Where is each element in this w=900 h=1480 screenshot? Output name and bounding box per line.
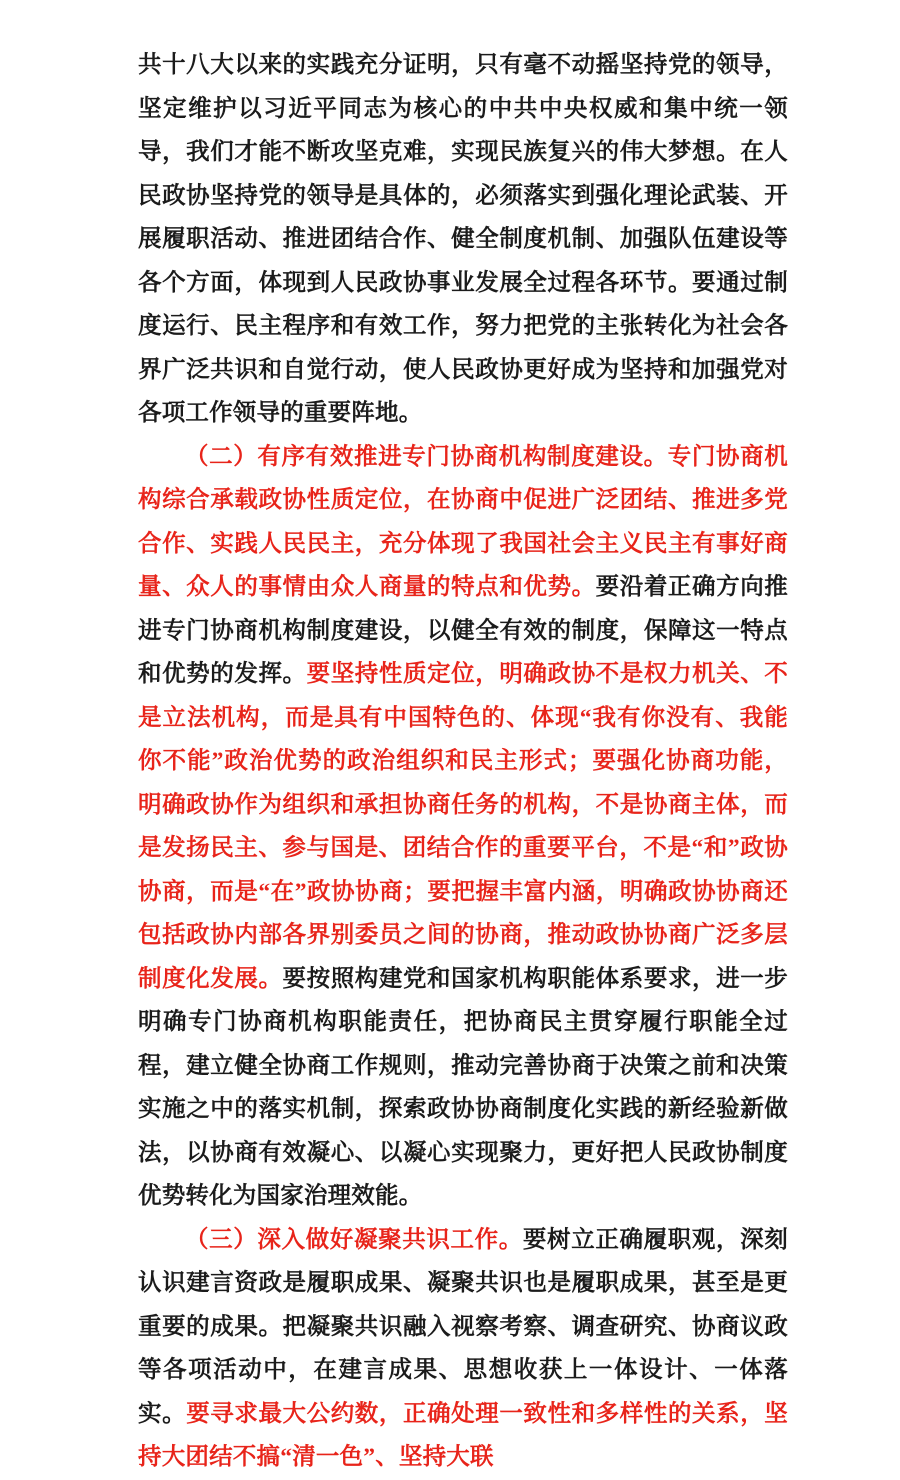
text-run: 共十八大以来的实践充分证明，只有毫不动摇坚持党的领导，坚定维护以习近平同志为核心的中共中央权威和集中统一领导，我们才能不断攻坚克难，实现民族复兴的伟大梦想。在人民政协坚持党的领导是具体的，必须落实到强化理论武装、开展履职活动、推进团结合作、健全制度机制、加强队伍建设等各个方面，体现到人民政协事业发展全过程各环节。要通过制度运行、民主程序和有效工作，努力把党的主张转化为社会各界广泛共识和自觉行动，使人民政协更好成为坚持和加强党对各项工作领导的重要阵地。	[138, 52, 788, 426]
text-run: 要树立正确履职观，深刻认识建言资政是履职成果、凝聚共识也是履职成果，甚至是更重要的成果。把凝聚共识融入视察考察、调查研究、协商议政等各项活动中，在建言成果、思想收获上一体设计、一体落实。	[138, 1226, 788, 1427]
paragraph-two	[138, 436, 788, 1219]
text-run: 要按照构建党和国家机构职能体系要求，进一步明确专门协商机构职能责任，把协商民主贯穿履行职能全过程，建立健全协商工作规则，推动完善协商于决策之前和决策实施之中的落实机制，探索政协协商制度化实践的新经验新做法，以协商有效凝心、以凝心实现聚力，更好把人民政协制度优势转化为国家治理效能。	[138, 965, 788, 1209]
text-run-highlight: 要寻求最大公约数，正确处理一致性和多样性的关系，坚持大团结不搞“清一色”、坚持大联	[138, 1400, 789, 1470]
document-body	[138, 44, 788, 1480]
text-run-highlight: （二）有序有效推进专门协商机构制度建设。专门协商机构综合承载政协性质定位，在协商中促进广泛团结、推进多党合作、实践人民民主，充分体现了我国社会主义民主有事好商量、众人的事情由众人商量的特点和优势。	[138, 443, 788, 600]
paragraph-three	[138, 1219, 788, 1480]
text-run: 要沿着正确方向推进专门协商机构制度建设，以健全有效的制度，保障这一特点和优势的发挥。	[138, 574, 788, 687]
text-run-highlight: 要坚持性质定位，明确政协不是权力机关、不是立法机构，而是具有中国特色的、体现“我有你没有、我能你不能”政治优势的政治组织和民主形式；要强化协商功能，明确政协作为组织和承担协商任务的机构，不是协商主体，而是发扬民主、参与国是、团结合作的重要平台，不是“和”政协协商，而是“在”政协协商；要把握丰富内涵，明确政协协商还包括政协内部各界别委员之间的协商，推动政协协商广泛多层制度化发展。	[138, 661, 789, 992]
paragraph-one	[138, 44, 788, 436]
text-run-highlight: （三）深入做好凝聚共识工作。	[185, 1226, 523, 1253]
